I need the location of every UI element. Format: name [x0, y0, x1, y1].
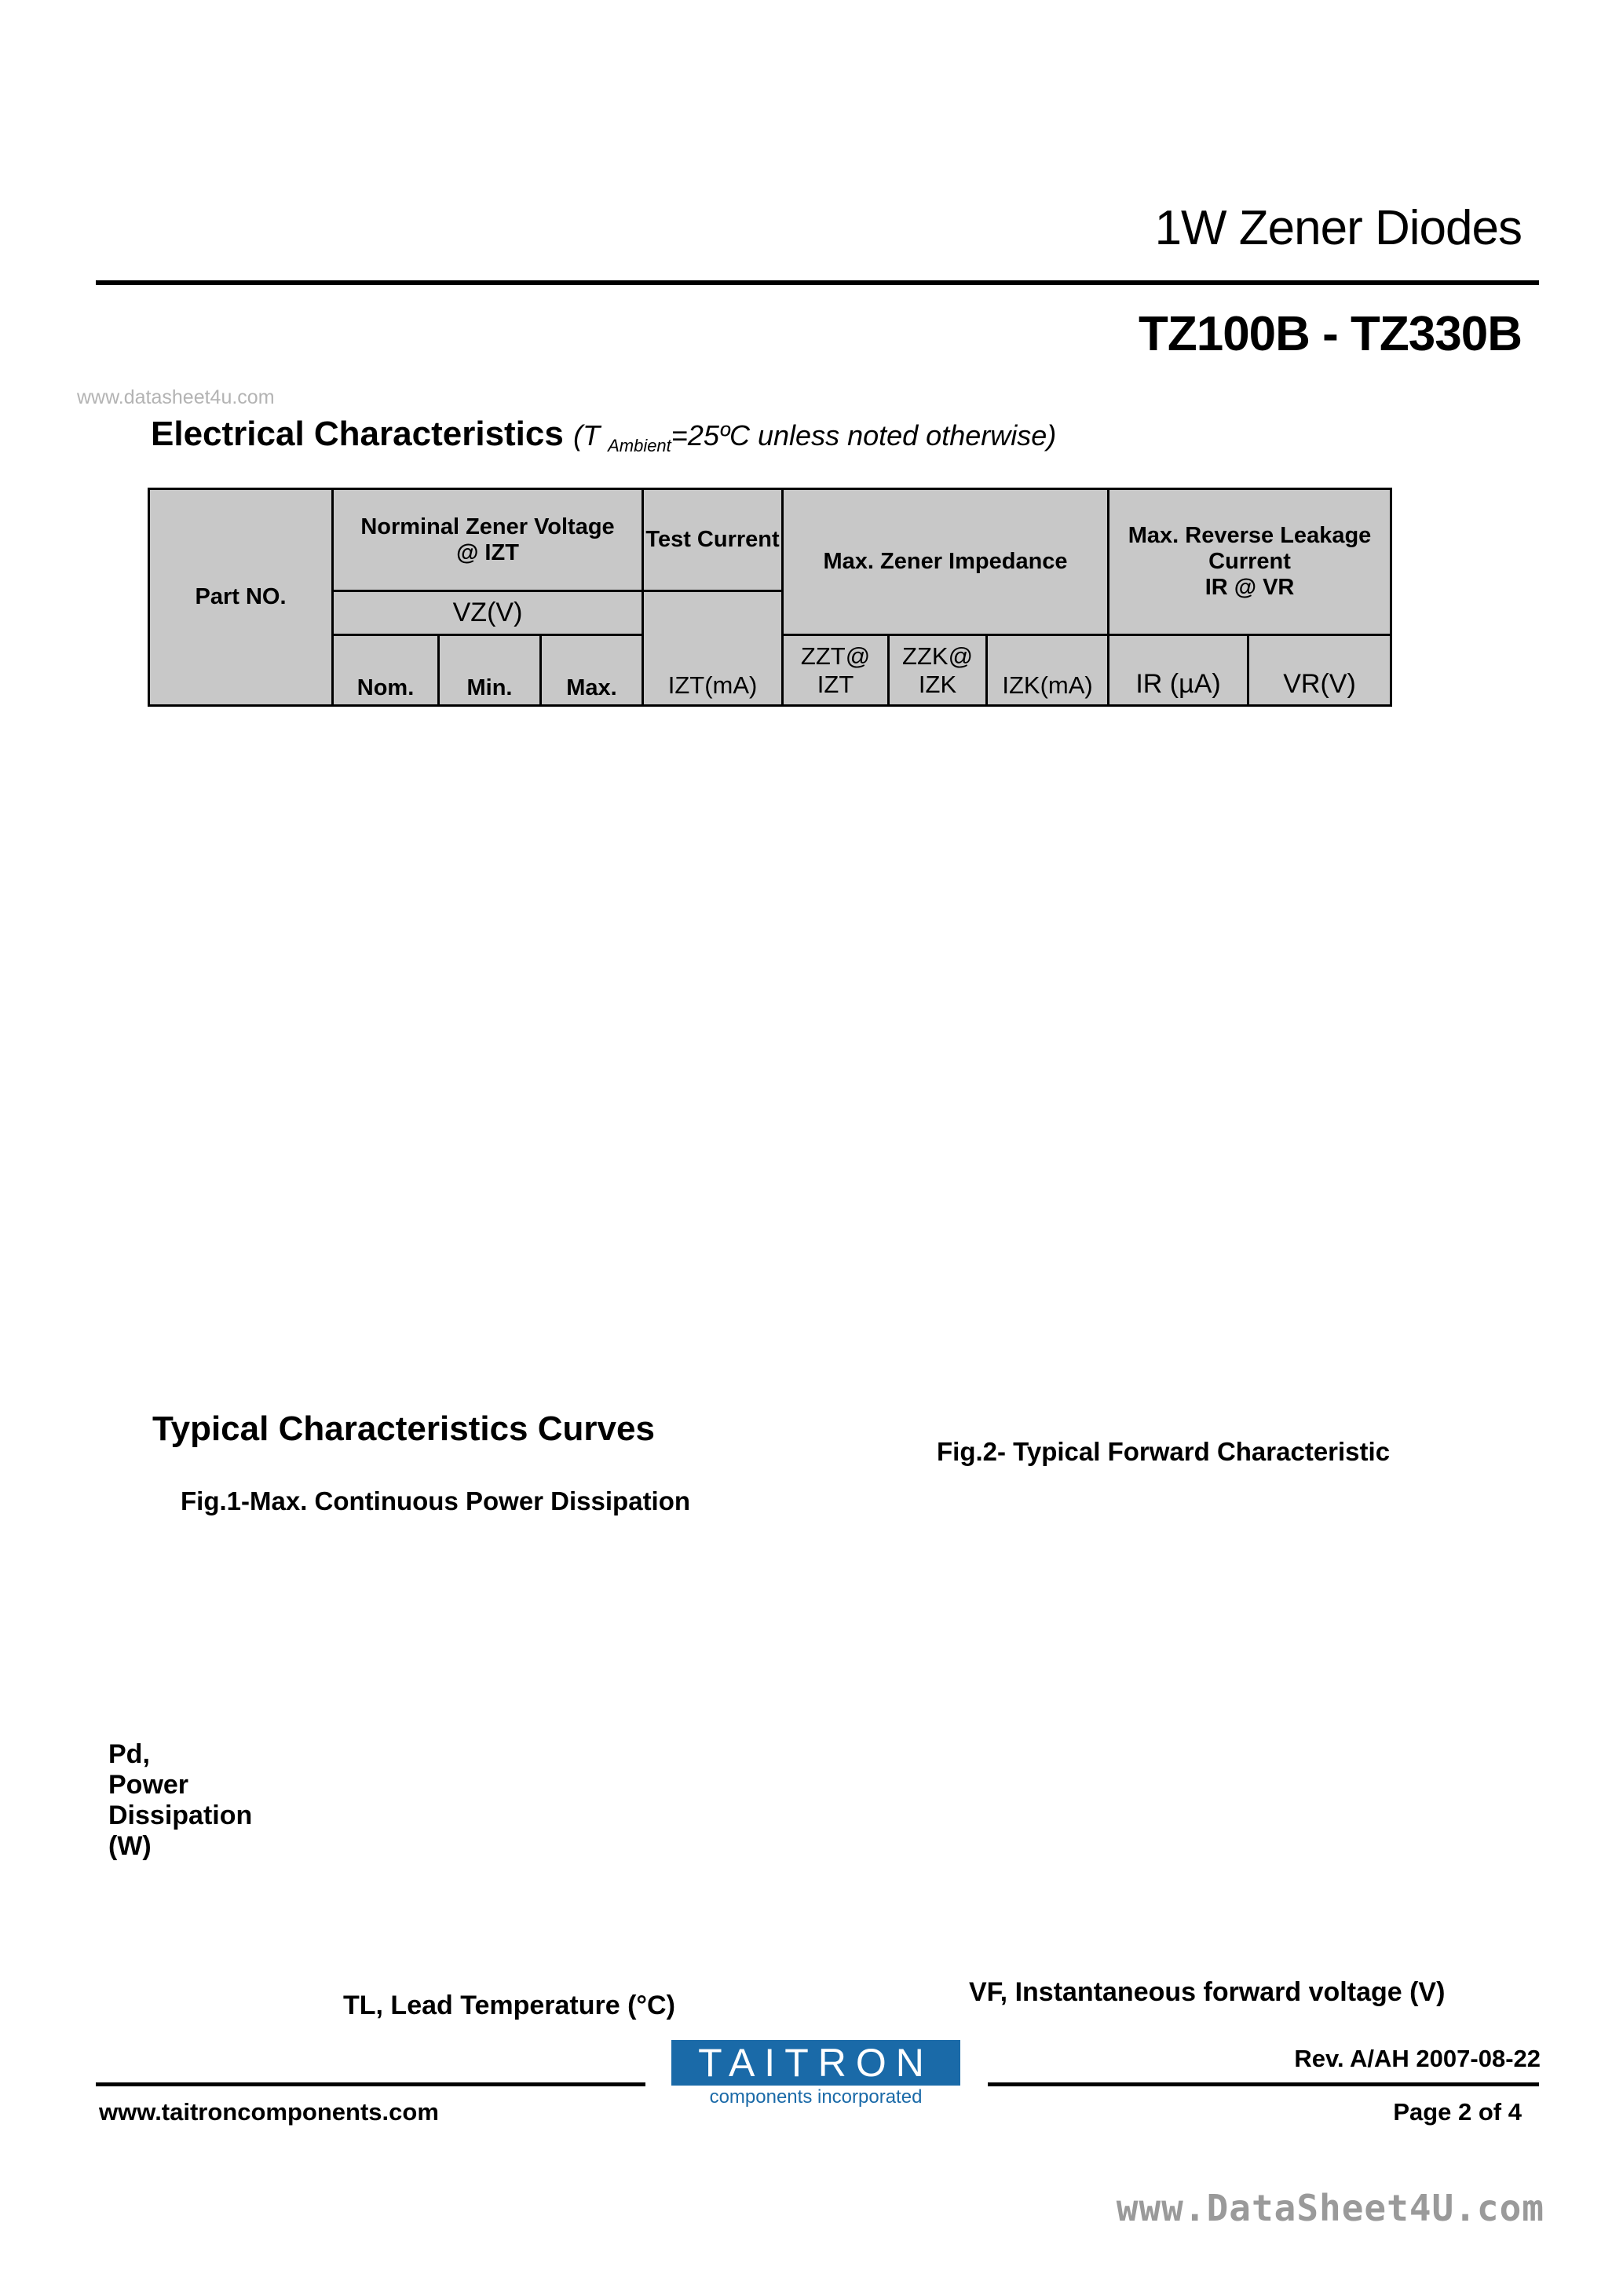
- page-number: Page 2 of 4: [1393, 2098, 1522, 2126]
- header-nominal-voltage: [333, 489, 643, 591]
- header-max: Max.: [541, 635, 643, 706]
- section-note: [573, 419, 1057, 456]
- header-vr: VR(V): [1248, 635, 1391, 706]
- header-nom: Nom.: [333, 635, 439, 706]
- header-rule: [96, 280, 1539, 285]
- fig2-xlabel: VF, Instantaneous forward voltage (V): [969, 1977, 1446, 2007]
- series-title: TZ100B - TZ330B: [1138, 307, 1522, 361]
- fig1-title: Fig.1-Max. Continuous Power Dissipation: [181, 1486, 691, 1515]
- header-izt: IZT(mA): [643, 591, 783, 706]
- header-zzk: ZZK@ IZK: [889, 635, 987, 706]
- footer-rule-right: [988, 2082, 1539, 2086]
- note-pre: (T: [573, 419, 609, 452]
- fig2-title: Fig.2- Typical Forward Characteristic: [937, 1437, 1391, 1466]
- document-title: 1W Zener Diodes: [1154, 201, 1522, 255]
- electrical-characteristics-title: [151, 415, 1056, 456]
- watermark-top[interactable]: www.datasheet4u.com: [77, 386, 275, 408]
- watermark-bottom[interactable]: www.DataSheet4U.com: [1116, 2187, 1544, 2229]
- header-zzt: ZZT@ IZT: [783, 635, 889, 706]
- footer-website-link[interactable]: www.taitroncomponents.com: [99, 2098, 439, 2126]
- taitron-logo-subtitle: components incorporated: [709, 2086, 923, 2108]
- at-izt-label: @ IZT: [456, 539, 519, 565]
- revision: Rev. A/AH 2007-08-22: [1294, 2045, 1541, 2072]
- footer-rule-left: [96, 2082, 645, 2086]
- header-max-impedance: Max. Zener Impedance: [783, 489, 1109, 635]
- header-ir: IR (µA): [1109, 635, 1248, 706]
- electrical-table: [148, 488, 1392, 707]
- header-test-current: Test Current: [643, 489, 783, 591]
- note-post: =25ºC unless noted otherwise): [671, 419, 1057, 452]
- header-max-reverse: [1109, 489, 1391, 635]
- ir-vr-label: IR @ VR: [1204, 575, 1295, 600]
- fig2-chart: [903, 1468, 1484, 1971]
- taitron-logo: TAITRON: [671, 2040, 960, 2086]
- header-min: Min.: [439, 635, 541, 706]
- typical-characteristics-title: Typical Characteristics Curves: [152, 1409, 655, 1448]
- fig1-chart: [173, 1531, 840, 2002]
- max-reverse-label: Max. Reverse Leakage Current: [1128, 523, 1372, 574]
- header-part-no: Part NO.: [149, 489, 333, 706]
- fig1-xlabel: TL, Lead Temperature (°C): [343, 1991, 675, 2020]
- section-title-text: Electrical Characteristics: [151, 415, 564, 453]
- header-vz: VZ(V): [333, 591, 643, 635]
- note-sub: Ambient: [608, 436, 671, 456]
- nominal-voltage-label: Norminal Zener Voltage: [360, 514, 615, 539]
- header-izk: IZK(mA): [987, 635, 1109, 706]
